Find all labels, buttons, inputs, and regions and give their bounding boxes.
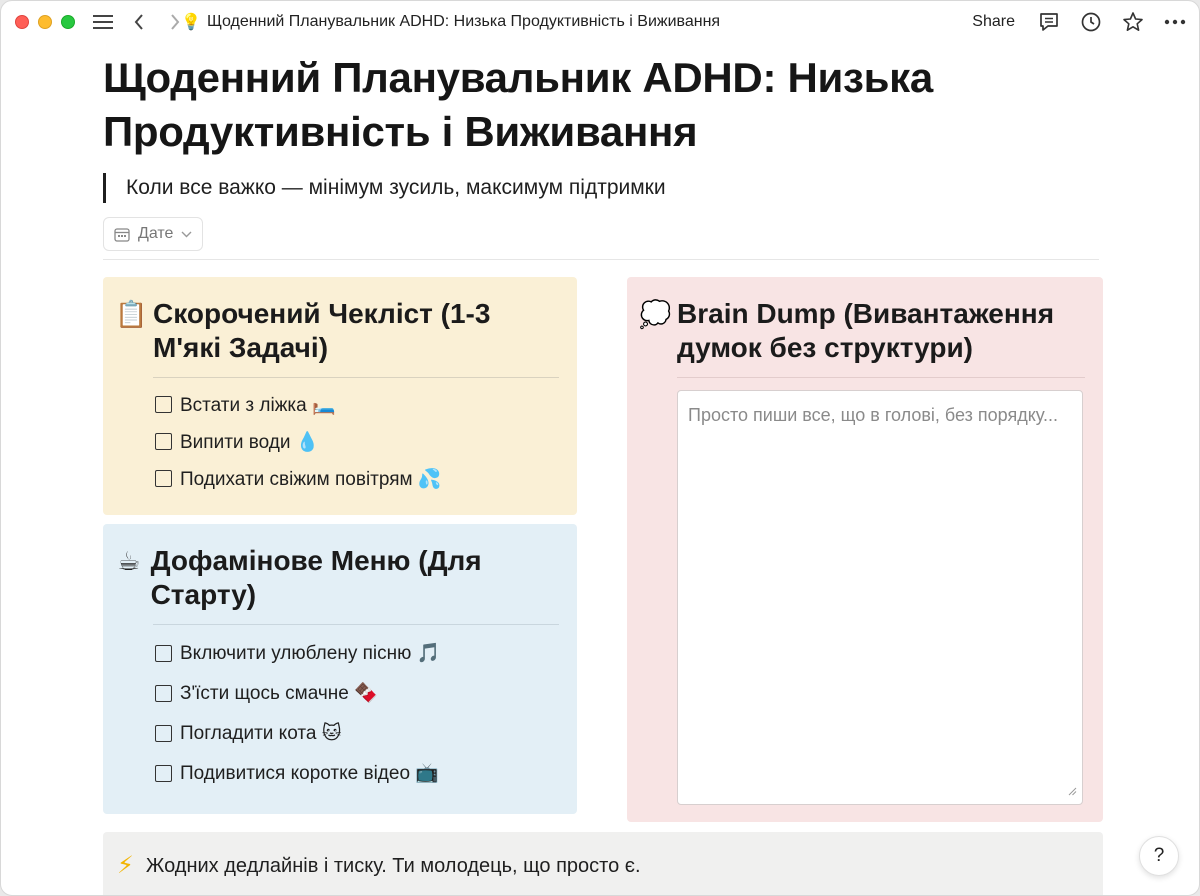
checklist-list bbox=[155, 386, 559, 497]
help-button[interactable]: ? bbox=[1139, 836, 1179, 876]
back-button[interactable] bbox=[127, 10, 151, 34]
dopamine-item-label[interactable]: Погладити кота 🐱 bbox=[180, 722, 342, 744]
checklist-divider bbox=[153, 377, 559, 378]
history-button[interactable] bbox=[1079, 8, 1103, 36]
share-button[interactable]: Share bbox=[972, 13, 1015, 30]
brain-dump-card bbox=[627, 277, 1103, 822]
top-actions bbox=[972, 8, 1187, 36]
resize-handle-icon[interactable] bbox=[1067, 786, 1077, 796]
menu-icon bbox=[93, 14, 113, 30]
page-quote[interactable]: Коли все важко — мінімум зусиль, максимум підтримки bbox=[103, 173, 1103, 203]
navigation bbox=[91, 10, 187, 34]
checkbox[interactable] bbox=[155, 433, 172, 450]
dopamine-item-label[interactable]: Подивитися коротке відео 📺 bbox=[180, 763, 439, 784]
more-icon bbox=[1164, 19, 1186, 25]
dopamine-item-label[interactable]: Включити улюблену пісню 🎵 bbox=[180, 643, 441, 664]
dopamine-list bbox=[155, 633, 559, 793]
date-property-label: Дате bbox=[138, 225, 174, 242]
checkbox[interactable] bbox=[155, 685, 172, 702]
forward-icon bbox=[169, 14, 181, 30]
dopamine-item-label[interactable]: З'їсти щось смачне 🍫 bbox=[180, 683, 378, 704]
dopamine-menu-title[interactable]: Дофамінове Меню (Для Старту) bbox=[150, 545, 482, 610]
checklist-item-label[interactable]: Подихати свіжим повітрям 💦 bbox=[180, 468, 442, 490]
favorite-button[interactable] bbox=[1121, 8, 1145, 36]
back-icon bbox=[133, 14, 145, 30]
list-item bbox=[155, 633, 559, 673]
comments-button[interactable] bbox=[1037, 8, 1061, 36]
lightning-icon: ⚡ bbox=[117, 852, 134, 879]
dopamine-divider bbox=[153, 624, 559, 625]
checkbox[interactable] bbox=[155, 725, 172, 742]
coffee-icon: ☕ bbox=[117, 546, 141, 576]
callout-text[interactable]: Жодних дедлайнів і тиску. Ти молодець, що просто є. bbox=[145, 855, 641, 877]
breadcrumb-title[interactable]: Щоденний Планувальник ADHD: Низька Продуктивність і Виживання bbox=[207, 13, 721, 30]
encouragement-callout bbox=[103, 832, 1103, 896]
clipboard-icon: 📋 bbox=[115, 299, 148, 329]
list-item bbox=[155, 753, 559, 793]
list-item bbox=[155, 673, 559, 713]
title-bar bbox=[1, 1, 1200, 45]
date-property[interactable] bbox=[103, 217, 203, 251]
list-item bbox=[155, 460, 559, 497]
brain-dump-divider bbox=[677, 377, 1085, 378]
list-item bbox=[155, 713, 559, 753]
checkbox[interactable] bbox=[155, 765, 172, 782]
thought-bubble-icon: 💭 bbox=[639, 299, 672, 329]
calendar-icon bbox=[114, 227, 130, 242]
star-icon bbox=[1122, 11, 1144, 33]
comments-icon bbox=[1038, 11, 1060, 33]
checkbox[interactable] bbox=[155, 396, 172, 413]
checklist-title[interactable]: Скорочений Чекліст (1-3 М'які Задачі) bbox=[153, 298, 491, 363]
page-title[interactable]: Щоденний Планувальник ADHD: Низька Продуктивність і Виживання bbox=[103, 54, 933, 155]
header-divider bbox=[103, 259, 1099, 260]
page-content bbox=[103, 51, 1103, 879]
list-item bbox=[155, 386, 559, 423]
window-controls bbox=[15, 15, 75, 29]
checklist-card bbox=[103, 277, 577, 515]
maximize-window-button[interactable] bbox=[61, 15, 75, 29]
checkbox[interactable] bbox=[155, 645, 172, 662]
close-window-button[interactable] bbox=[15, 15, 29, 29]
checklist-item-label[interactable]: Встати з ліжка 🛏️ bbox=[180, 394, 336, 416]
chevron-down-icon bbox=[181, 231, 192, 238]
sidebar-toggle-button[interactable] bbox=[91, 10, 115, 34]
dopamine-menu-card bbox=[103, 524, 577, 814]
brain-dump-input[interactable] bbox=[677, 390, 1083, 805]
page-icon: 💡 bbox=[181, 14, 201, 31]
checklist-item-label[interactable]: Випити води 💧 bbox=[180, 431, 320, 453]
list-item bbox=[155, 423, 559, 460]
minimize-window-button[interactable] bbox=[38, 15, 52, 29]
history-icon bbox=[1080, 11, 1102, 33]
brain-dump-title[interactable]: Brain Dump (Вивантаження думок без структури) bbox=[677, 298, 1055, 363]
more-button[interactable] bbox=[1163, 8, 1187, 36]
checkbox[interactable] bbox=[155, 470, 172, 487]
